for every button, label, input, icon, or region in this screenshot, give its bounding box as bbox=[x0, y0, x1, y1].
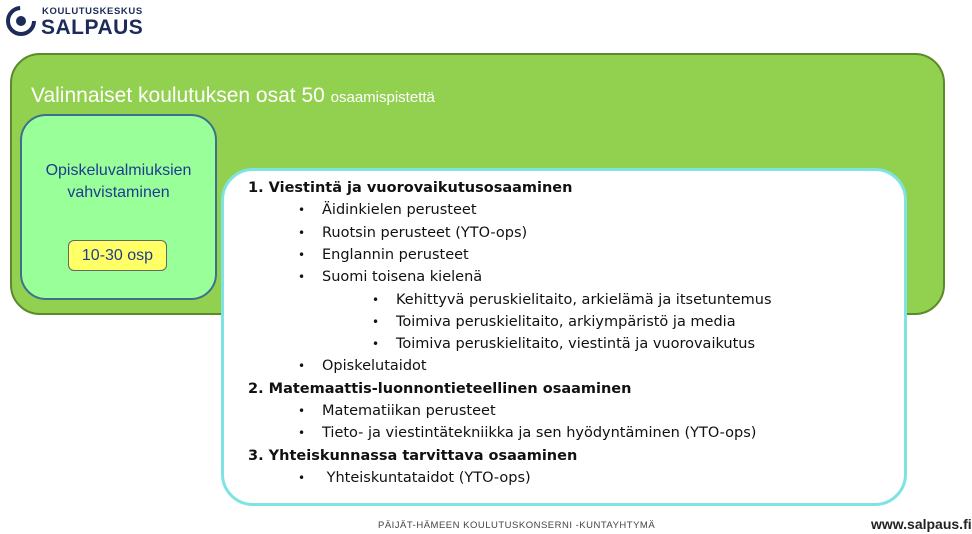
panel-title bbox=[31, 84, 435, 108]
content-item bbox=[372, 290, 772, 310]
content-item bbox=[248, 178, 572, 198]
content-item bbox=[298, 267, 482, 287]
bullet-icon: • bbox=[298, 270, 306, 285]
bullet-icon: • bbox=[298, 359, 306, 374]
side-box-line2: vahvistaminen bbox=[67, 184, 170, 201]
content-item bbox=[298, 223, 527, 243]
panel-title-unit: osaamispistettä bbox=[330, 89, 435, 106]
side-box-label bbox=[20, 160, 217, 204]
content-item bbox=[372, 334, 755, 354]
content-item-text: Ruotsin perusteet (YTO-ops) bbox=[322, 224, 528, 241]
bullet-icon: • bbox=[298, 426, 306, 441]
bullet-icon: • bbox=[372, 337, 380, 352]
salpaus-logo bbox=[6, 4, 156, 38]
content-item-text: 3. Yhteiskunnassa tarvittava osaaminen bbox=[248, 447, 578, 464]
bullet-icon: • bbox=[372, 292, 380, 307]
content-item-text: Opiskelutaidot bbox=[322, 358, 427, 375]
content-item-text: Matematiikan perusteet bbox=[322, 403, 496, 419]
content-item-text: Englannin perusteet bbox=[322, 246, 469, 263]
content-item bbox=[248, 379, 631, 399]
content-item bbox=[248, 446, 577, 466]
content-item-text: Äidinkielen perusteet bbox=[322, 202, 477, 219]
content-item bbox=[372, 312, 736, 332]
bullet-icon: • bbox=[298, 247, 306, 262]
footer-url: www.salpaus.fi bbox=[871, 516, 972, 532]
content-item-text: 2. Matemaattis-luonnontieteellinen osaaminen bbox=[248, 380, 632, 397]
content-item-text: Toimiva peruskielitaito, arkiympäristö ja media bbox=[396, 313, 736, 330]
side-box bbox=[20, 114, 217, 300]
panel-title-main: Valinnaiset koulutuksen osat 50 bbox=[31, 84, 325, 107]
salpaus-logo-icon bbox=[6, 6, 36, 36]
content-item bbox=[298, 468, 531, 488]
content-item bbox=[298, 423, 756, 443]
content-item bbox=[298, 401, 496, 421]
content-item bbox=[298, 200, 477, 220]
osp-badge: 10-30 osp bbox=[68, 240, 167, 271]
content-item bbox=[298, 245, 469, 265]
bullet-icon: • bbox=[298, 470, 306, 485]
side-box-line1: Opiskeluvalmiuksien bbox=[45, 162, 192, 179]
bullet-icon: • bbox=[298, 203, 306, 218]
footer-org: PÄIJÄT-HÄMEEN KOULUTUSKONSERNI -KUNTAYHTYMÄ bbox=[378, 520, 656, 531]
content-item-text: Suomi toisena kielenä bbox=[322, 269, 483, 286]
bullet-icon: • bbox=[298, 225, 306, 240]
content-item-text: 1. Viestintä ja vuorovaikutusosaaminen bbox=[248, 180, 573, 196]
logo-main-text: SALPAUS bbox=[41, 16, 144, 39]
bullet-icon: • bbox=[298, 404, 306, 418]
content-item-text: Kehittyvä peruskielitaito, arkielämä ja itsetuntemus bbox=[396, 291, 772, 308]
content-item-text: Yhteiskuntataidot (YTO-ops) bbox=[322, 469, 531, 486]
content-item-text: Tieto- ja viestintätekniikka ja sen hyödyntäminen (YTO-ops) bbox=[322, 425, 757, 442]
content-item-text: Toimiva peruskielitaito, viestintä ja vuorovaikutus bbox=[396, 336, 756, 353]
content-item bbox=[298, 356, 427, 376]
bullet-icon: • bbox=[372, 314, 380, 329]
logo-top-text: KOULUTUSKESKUS bbox=[42, 6, 143, 17]
